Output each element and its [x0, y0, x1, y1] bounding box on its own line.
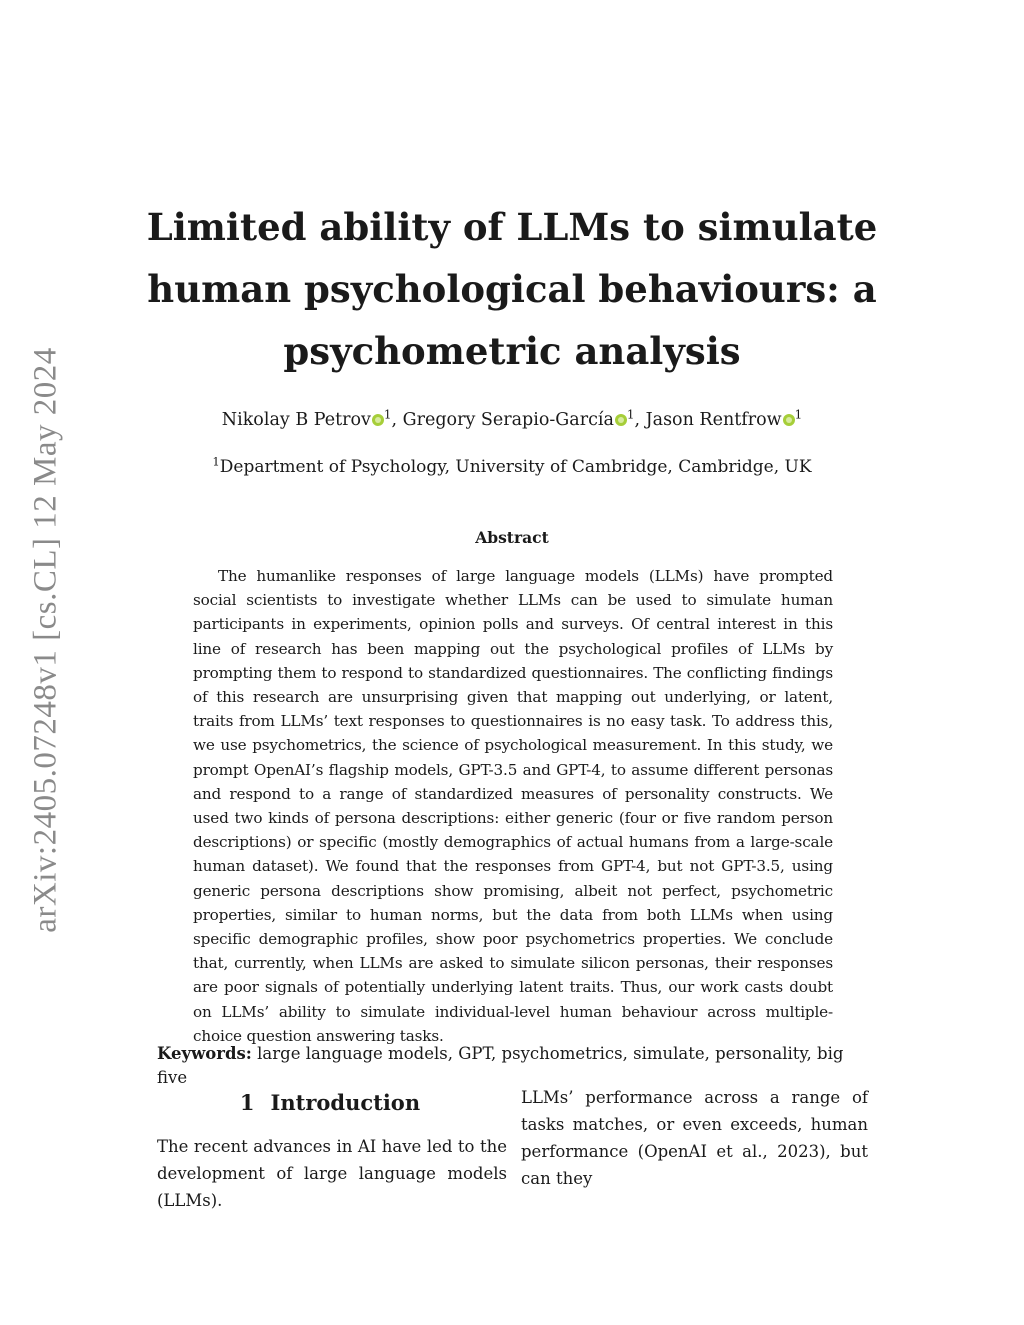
abstract-heading: Abstract: [475, 528, 549, 547]
arxiv-identifier-stamp: arXiv:2405.07248v1 [cs.CL] 12 May 2024: [27, 347, 64, 933]
affiliation-marker: 1: [794, 407, 803, 422]
intro-paragraph-left: The recent advances in AI have led to the development of large language models (LLMs).: [157, 1137, 507, 1210]
keywords-text: large language models, GPT, psychometrics, simulate, personality, big five: [157, 1044, 844, 1087]
title-line: human psychological behaviours: a: [147, 267, 877, 311]
title-line: Limited ability of LLMs to simulate: [146, 205, 878, 249]
author-name: Nikolay B Petrov: [221, 410, 371, 430]
orcid-icon[interactable]: [783, 414, 795, 426]
author-name: Jason Rentfrow: [645, 410, 782, 430]
affiliation-text: Department of Psychology, University of Cambridge, Cambridge, UK: [219, 457, 812, 477]
orcid-icon[interactable]: [372, 414, 384, 426]
paper-title: [130, 196, 894, 382]
section-number: 1: [239, 1090, 255, 1115]
title-line: psychometric analysis: [283, 329, 741, 373]
affiliation: [130, 453, 894, 481]
author-list: Nikolay B Petrov $^1$, Gregory Serapio-García $^1$, Jason Rentfrow $^1$: [221, 407, 803, 430]
keywords-label: Keywords:: [157, 1044, 252, 1063]
keywords: [157, 1042, 877, 1090]
abstract-text: The humanlike responses of large language models (LLMs) have prompted social scientists to investigate whether LLMs can be used to simulate human participants in experiments, opinion polls and surveys. Of central interest in this line of research has been mapping out the psychological profiles of LLMs by prompting them to respond to standardized questionnaires. The conflicting findings of this research are unsurprising given that mapping out underlying, or latent, traits from LLMs’ text responses to questionnaires is no easy task. To address this, we use psychometrics, the science of psychological measurement. In this study, we prompt OpenAI’s flagship models, GPT-3.5 and GPT-4, to assume different personas and respond to a range of standardized measures of personality constructs. We used two kinds of persona descriptions: either generic (four or five random person descriptions) or specific (mostly demographics of actual humans from a large-scale human dataset). We found that the responses from GPT-4, but not GPT-3.5, using generic persona descriptions show promising, albeit not perfect, psychometric properties, similar to human norms, but the data from both LLMs when using specific demographic profiles, show poor psychometrics properties. We conclude that, currently, when LLMs are asked to simulate silicon personas, their responses are poor signals of potentially underlying latent traits. Thus, our work casts doubt on LLMs’ ability to simulate individual-level human behaviour across multiple-choice question answering tasks.: [193, 567, 833, 1045]
section-title: Introduction: [270, 1090, 421, 1115]
author-name: Gregory Serapio-García: [402, 410, 614, 430]
orcid-icon[interactable]: [615, 414, 627, 426]
affiliation-marker: 1: [383, 407, 392, 422]
affiliation-marker: 1: [626, 407, 635, 422]
intro-paragraph-right: LLMs’ performance across a range of tasks matches, or even exceeds, human performance (OpenAI et al., 2023), but can they: [521, 1088, 868, 1188]
affiliation-marker: 1: [212, 454, 220, 469]
section-heading: [157, 1088, 503, 1118]
